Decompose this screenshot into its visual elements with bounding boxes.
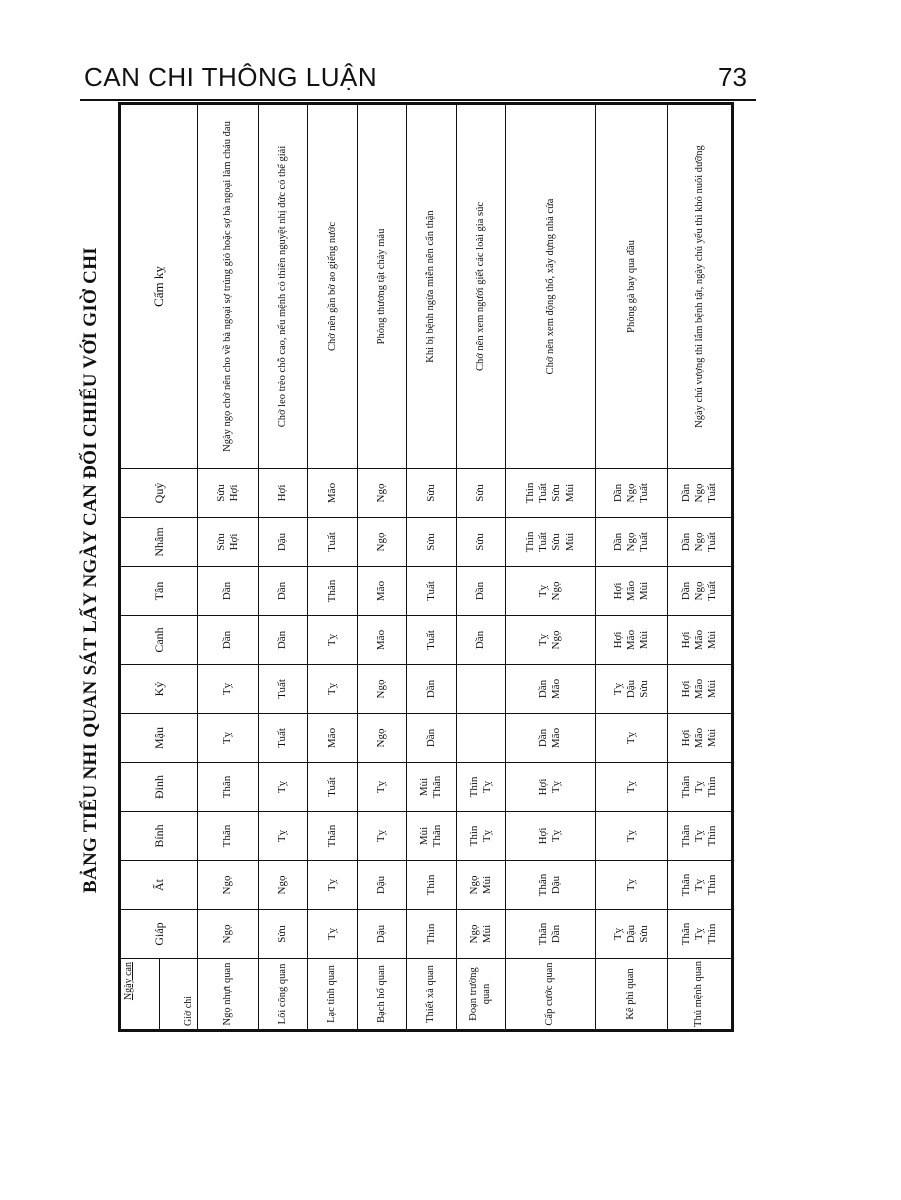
branch-cell: Dần: [456, 567, 505, 616]
branch-cell: Ngọ: [357, 714, 406, 763]
branch-cell: Ngọ: [357, 469, 406, 518]
stem-header: Canh: [120, 616, 198, 665]
branch-cell: Tuất: [308, 763, 357, 812]
table-row: [456, 104, 505, 1031]
branch-cell: Tỵ: [308, 861, 357, 910]
branch-cell: Tuất: [258, 665, 307, 714]
table-row: [505, 104, 595, 1031]
row-label: Bạch hổ quan: [357, 959, 406, 1031]
branch-cell: Tỵ Dậu Sửu: [595, 910, 667, 959]
stem-header: Tân: [120, 567, 198, 616]
branch-cell: Ngọ: [357, 665, 406, 714]
branch-cell: Sửu Hợi: [198, 469, 259, 518]
row-label: Thiết xà quan: [407, 959, 456, 1031]
branch-cell: Thân: [198, 763, 259, 812]
branch-cell: Dậu: [357, 910, 406, 959]
branch-cell: Tỵ: [258, 763, 307, 812]
branch-cell: Hợi Tỵ: [505, 763, 595, 812]
header-row: [120, 104, 198, 1031]
branch-cell: Dần: [258, 567, 307, 616]
row-label: Đoạn trường quan: [456, 959, 505, 1031]
taboo-note: Phòng thương tật chảy máu: [357, 104, 406, 469]
branch-cell: Tuất: [407, 616, 456, 665]
branch-cell: Thìn Tỵ: [456, 812, 505, 861]
branch-cell: Dần: [407, 714, 456, 763]
running-head-title: CAN CHI THÔNG LUẬN: [84, 62, 378, 92]
table-row: [308, 104, 357, 1031]
branch-cell: Dần Ngọ Tuất: [667, 518, 732, 567]
stem-header: Kỷ: [120, 665, 198, 714]
branch-cell: Mão: [308, 469, 357, 518]
taboo-note: Chớ nên gần bờ ao giếng nước: [308, 104, 357, 469]
branch-cell: Sửu Hợi: [198, 518, 259, 567]
branch-cell: Dần Ngọ Tuất: [667, 567, 732, 616]
branch-cell: Dần Mão: [505, 665, 595, 714]
branch-cell: Sửu: [456, 518, 505, 567]
row-label: Cấp cước quan: [505, 959, 595, 1031]
branch-cell: Dần: [456, 616, 505, 665]
branch-cell: Hợi: [258, 469, 307, 518]
branch-cell: Sửu: [456, 469, 505, 518]
branch-cell: Dần: [407, 665, 456, 714]
row-label: Thủ mệnh quan: [667, 959, 732, 1031]
branch-cell: Hợi Tỵ: [505, 812, 595, 861]
branch-cell: Ngọ: [258, 861, 307, 910]
taboo-note: Ngày ngọ chớ nên cho về bà ngoại sợ trúng gió hoặc sợ bà ngoại làm cháu đau: [198, 104, 259, 469]
corner-label-day-stem: Ngày can: [123, 962, 134, 1001]
branch-cell: Ngọ: [198, 910, 259, 959]
branch-cell: Tỵ Dậu Sửu: [595, 665, 667, 714]
stem-header: Nhâm: [120, 518, 198, 567]
branch-cell: Mão: [357, 616, 406, 665]
branch-cell: Thìn Tuất Sửu Mùi: [505, 518, 595, 567]
branch-cell: Dần: [198, 567, 259, 616]
branch-cell: Tỵ: [198, 714, 259, 763]
branch-cell: Thân: [308, 812, 357, 861]
branch-cell: Dần: [198, 616, 259, 665]
stem-header: Giáp: [120, 910, 198, 959]
branch-cell: Hợi Mão Mùi: [667, 665, 732, 714]
branch-cell: Ngọ: [357, 518, 406, 567]
branch-cell: Dậu: [258, 518, 307, 567]
branch-cell: Tỵ: [595, 714, 667, 763]
branch-cell: Dần Ngọ Tuất: [667, 469, 732, 518]
branch-cell: Tỵ: [357, 812, 406, 861]
stem-header: Ất: [120, 861, 198, 910]
branch-cell: [456, 714, 505, 763]
branch-cell: Tỵ: [308, 665, 357, 714]
header-rule: [80, 99, 756, 101]
branch-cell: Thân Dần: [505, 910, 595, 959]
corner-divider: [159, 959, 160, 1029]
branch-cell: Thìn Tuất Sửu Mùi: [505, 469, 595, 518]
branch-cell: Dậu: [357, 861, 406, 910]
row-label: Lôi công quan: [258, 959, 307, 1031]
branch-cell: Thìn: [407, 861, 456, 910]
stem-header: Bính: [120, 812, 198, 861]
branch-cell: Dần: [258, 616, 307, 665]
branch-cell: Thân: [198, 812, 259, 861]
taboo-note: Chớ leo trèo chỗ cao, nếu mệnh có thiên nguyệt nhị đức có thể giải: [258, 104, 307, 469]
taboo-note: Ngày chủ vượng thì lắm bệnh tật, ngày chủ yếu thì khó nuôi dưỡng: [667, 104, 732, 469]
branch-cell: Tỵ: [595, 861, 667, 910]
stem-header: Quý: [120, 469, 198, 518]
branch-cell: Sửu: [258, 910, 307, 959]
branch-cell: Thân Tỵ Thìn: [667, 812, 732, 861]
branch-cell: Tuất: [407, 567, 456, 616]
branch-cell: Tỵ: [357, 763, 406, 812]
row-label: Lạc tỉnh quan: [308, 959, 357, 1031]
table-row: [667, 104, 732, 1031]
branch-cell: Mùi Thân: [407, 812, 456, 861]
branch-cell: Tỵ Ngọ: [505, 616, 595, 665]
branch-cell: Thân Dậu: [505, 861, 595, 910]
taboo-note: Chớ nên xem động thổ, xây dựng nhà cửa: [505, 104, 595, 469]
branch-cell: Ngọ: [198, 861, 259, 910]
branch-cell: Tỵ: [308, 910, 357, 959]
branch-cell: Mão: [308, 714, 357, 763]
branch-cell: Hợi Mão Mùi: [667, 714, 732, 763]
branch-cell: Hợi Mão Mùi: [595, 616, 667, 665]
branch-cell: Thân Tỵ Thìn: [667, 861, 732, 910]
stem-header: Đinh: [120, 763, 198, 812]
table-row: [407, 104, 456, 1031]
branch-cell: Tuất: [308, 518, 357, 567]
table-title: BẢNG TIỂU NHI QUAN SÁT LẤY NGÀY CAN ĐỐI CHIẾU VỚI GIỜ CHI: [80, 247, 101, 893]
branch-cell: Tỵ: [258, 812, 307, 861]
stem-header: Mậu: [120, 714, 198, 763]
page-number: 73: [718, 62, 747, 92]
taboo-header: Cấm kỵ: [120, 104, 198, 469]
branch-cell: Thân: [308, 567, 357, 616]
correspondence-table: [118, 102, 734, 1032]
branch-cell: Dần Mão: [505, 714, 595, 763]
table-row: [198, 104, 259, 1031]
branch-cell: Thìn: [407, 910, 456, 959]
branch-cell: Ngọ Mùi: [456, 861, 505, 910]
branch-cell: Thân Tỵ Thìn: [667, 910, 732, 959]
taboo-note: Khi bị bệnh ngừa miễn nên cẩn thận: [407, 104, 456, 469]
branch-cell: Hợi Mão Mùi: [667, 616, 732, 665]
taboo-note: Chớ nên xem người giết các loài gia súc: [456, 104, 505, 469]
table-row: [258, 104, 307, 1031]
branch-cell: Thìn Tỵ: [456, 763, 505, 812]
branch-cell: Tỵ: [198, 665, 259, 714]
branch-cell: Tỵ: [308, 616, 357, 665]
branch-cell: [456, 665, 505, 714]
branch-cell: Tuất: [258, 714, 307, 763]
corner-label-hour-branch: Giờ chi: [183, 995, 194, 1026]
rotated-table-block: [20, 105, 738, 1080]
branch-cell: Sửu: [407, 518, 456, 567]
branch-cell: Tỵ Ngọ: [505, 567, 595, 616]
taboo-note: Phòng gà bay qua đầu: [595, 104, 667, 469]
branch-cell: Hợi Mão Mùi: [595, 567, 667, 616]
branch-cell: Dần Ngọ Tuất: [595, 518, 667, 567]
table-row: [595, 104, 667, 1031]
branch-cell: Mão: [357, 567, 406, 616]
corner-cell: [120, 959, 198, 1031]
branch-cell: Mùi Thân: [407, 763, 456, 812]
branch-cell: Tỵ: [595, 812, 667, 861]
branch-cell: Tỵ: [595, 763, 667, 812]
branch-cell: Dần Ngọ Tuất: [595, 469, 667, 518]
branch-cell: Thân Tỵ Thìn: [667, 763, 732, 812]
table-row: [357, 104, 406, 1031]
branch-cell: Ngọ Mùi: [456, 910, 505, 959]
branch-cell: Sửu: [407, 469, 456, 518]
row-label: Ngọ nhựt quan: [198, 959, 259, 1031]
row-label: Kê phi quan: [595, 959, 667, 1031]
